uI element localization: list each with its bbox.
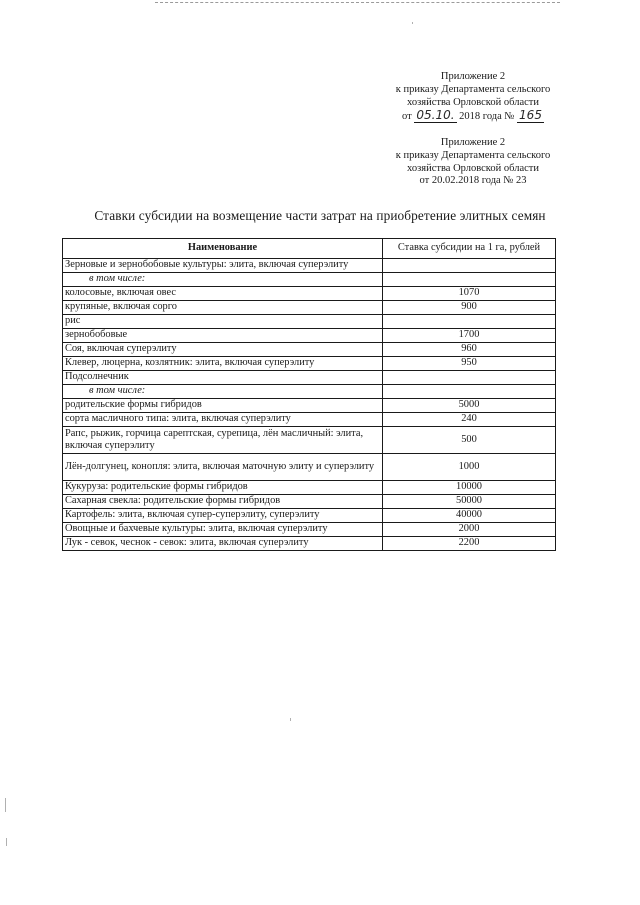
column-header-rate: Ставка субсидии на 1 га, рублей [383, 239, 556, 259]
row-rate: 5000 [383, 399, 556, 413]
row-rate: 500 [383, 427, 556, 454]
row-name: зернобобовые [63, 329, 383, 343]
table-row [63, 371, 556, 385]
column-header-name: Наименование [63, 239, 383, 259]
table-row [63, 427, 556, 454]
row-rate [383, 385, 556, 399]
scan-artifact-mark [412, 22, 413, 24]
row-name: в том числе: [63, 273, 383, 287]
row-rate: 240 [383, 413, 556, 427]
table-row [63, 273, 556, 287]
table-row [63, 315, 556, 329]
handwritten-date: 05.10. [416, 108, 455, 123]
row-rate: 960 [383, 343, 556, 357]
handwritten-number: 165 [519, 108, 542, 123]
row-name: Подсолнечник [63, 371, 383, 385]
appendix-previous-line2: хозяйства Орловской области [407, 162, 539, 174]
row-rate [383, 315, 556, 329]
scan-edge-line [155, 2, 560, 3]
table-row [63, 385, 556, 399]
appendix-previous-line1: к приказу Департамента сельского [395, 149, 551, 161]
row-name: Соя, включая суперэлиту [63, 343, 383, 357]
table-row [63, 537, 556, 551]
row-rate: 1000 [383, 454, 556, 481]
appendix-current-title: Приложение 2 [440, 71, 506, 82]
row-name: Сахарная свекла: родительские формы гибридов [63, 495, 383, 509]
row-name: колосовые, включая овес [63, 287, 383, 301]
row-name: в том числе: [63, 385, 383, 399]
table-row [63, 481, 556, 495]
row-name: Лён-долгунец, конопля: элита, включая маточную элиту и суперэлиту [63, 454, 383, 481]
row-name: Рапс, рыжик, горчица сарептская, сурепица, лён масличный: элита, включая суперэлиту [63, 427, 383, 454]
table-row [63, 301, 556, 315]
row-rate [383, 259, 556, 273]
row-rate [383, 273, 556, 287]
row-rate: 900 [383, 301, 556, 315]
table-row [63, 399, 556, 413]
table-row [63, 509, 556, 523]
table-row [63, 413, 556, 427]
appendix-current-date-line [388, 109, 558, 124]
table-row [63, 287, 556, 301]
row-rate: 50000 [383, 495, 556, 509]
row-name: родительские формы гибридов [63, 399, 383, 413]
appendix-previous-date-line: от 20.02.2018 года № 23 [419, 175, 527, 187]
row-name: Кукуруза: родительские формы гибридов [63, 481, 383, 495]
table-row [63, 357, 556, 371]
scan-artifact-mark [6, 838, 7, 846]
appendix-current-header [388, 71, 558, 124]
appendix-previous-title: Приложение 2 [440, 137, 506, 148]
row-rate: 40000 [383, 509, 556, 523]
year-text: 2018 года № [459, 111, 515, 123]
subsidy-rates-table [62, 238, 556, 551]
row-rate: 950 [383, 357, 556, 371]
document-title: Ставки субсидии на возмещение части затрат на приобретение элитных семян [94, 208, 546, 223]
table-row [63, 329, 556, 343]
row-rate: 1070 [383, 287, 556, 301]
table-row [63, 523, 556, 537]
row-name: сорта масличного типа: элита, включая суперэлиту [63, 413, 383, 427]
row-name: Клевер, люцерна, козлятник: элита, включая суперэлиту [63, 357, 383, 371]
table-row [63, 343, 556, 357]
table-row [63, 259, 556, 273]
row-rate: 2000 [383, 523, 556, 537]
table-row [63, 495, 556, 509]
row-name: Картофель: элита, включая супер-суперэлиту, суперэлиту [63, 509, 383, 523]
table-row [63, 454, 556, 481]
row-rate: 2200 [383, 537, 556, 551]
appendix-current-line2: хозяйства Орловской области [407, 96, 539, 108]
appendix-previous-header [388, 137, 558, 188]
table-header-row [63, 239, 556, 259]
row-name: крупяные, включая сорго [63, 301, 383, 315]
scan-artifact-mark [290, 718, 291, 721]
scan-artifact-mark [5, 798, 6, 812]
row-name: Овощные и бахчевые культуры: элита, включая суперэлиту [63, 523, 383, 537]
row-name: Лук - севок, чеснок - севок: элита, включая суперэлиту [63, 537, 383, 551]
appendix-current-line1: к приказу Департамента сельского [395, 83, 551, 95]
row-name: Зерновые и зернобобовые культуры: элита, включая суперэлиту [63, 259, 383, 273]
date-prefix: от [402, 111, 412, 123]
row-rate [383, 371, 556, 385]
row-rate: 1700 [383, 329, 556, 343]
row-name: рис [63, 315, 383, 329]
row-rate: 10000 [383, 481, 556, 495]
